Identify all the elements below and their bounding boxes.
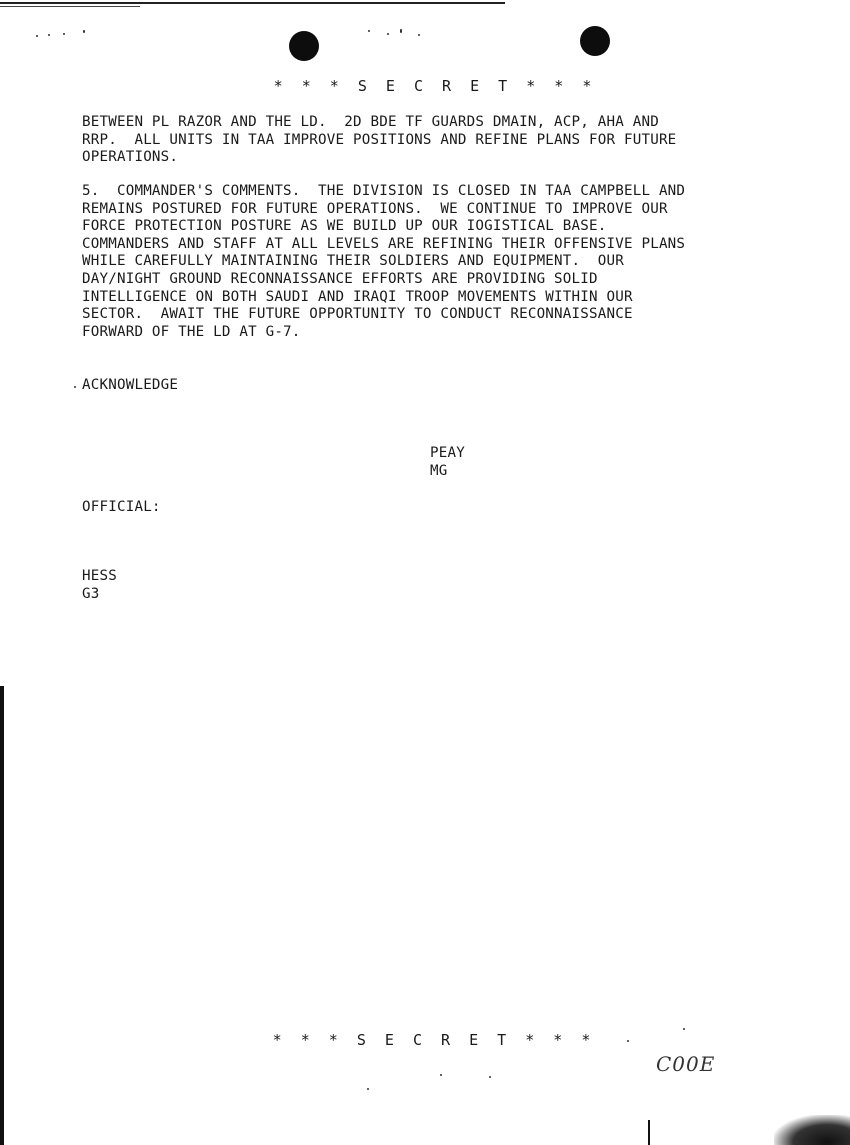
official-label: OFFICIAL: xyxy=(82,499,161,515)
authenticator-block xyxy=(82,568,822,603)
signatory-rank: MG xyxy=(430,462,448,479)
punch-hole-left xyxy=(289,31,319,61)
text-line: BETWEEN PL RAZOR AND THE LD. 2D BDE TF GUARDS DMAIN, ACP, AHA AND xyxy=(82,114,659,130)
authenticator-position: G3 xyxy=(82,585,100,602)
scan-speck xyxy=(63,33,65,35)
scan-speck xyxy=(36,35,38,37)
scan-speck xyxy=(400,29,402,33)
scan-speck xyxy=(418,34,420,36)
commanders-comments-paragraph xyxy=(82,183,822,341)
text-line: OPERATIONS. xyxy=(82,149,179,166)
paragraph-continuation xyxy=(82,114,822,167)
text-line: FORWARD OF THE LD AT G-7. xyxy=(82,323,301,340)
page-number-stamp: C00E xyxy=(656,1052,716,1076)
scan-speck xyxy=(74,386,76,388)
classification-footer: * * * S E C R E T * * * xyxy=(272,1031,596,1049)
text-line: SECTOR. AWAIT THE FUTURE OPPORTUNITY TO CONDUCT RECONNAISSANCE xyxy=(82,306,633,323)
scan-speck xyxy=(368,30,370,32)
scan-speck xyxy=(48,34,50,36)
text-line: FORCE PROTECTION POSTURE AS WE BUILD UP OUR IOGISTICAL BASE. xyxy=(82,218,607,235)
classification-header: * * * S E C R E T * * * xyxy=(273,77,597,95)
scan-speck xyxy=(683,1028,685,1030)
scan-speck xyxy=(387,33,389,35)
text-line: REMAINS POSTURED FOR FUTURE OPERATIONS. WE CONTINUE TO IMPROVE OUR xyxy=(82,200,668,217)
authenticator-name: HESS xyxy=(82,568,117,584)
text-line: WHILE CAREFULLY MAINTAINING THEIR SOLDIERS AND EQUIPMENT. OUR xyxy=(82,253,624,270)
scan-mark xyxy=(648,1120,650,1145)
text-line: INTELLIGENCE ON BOTH SAUDI AND IRAQI TROOP MOVEMENTS WITHIN OUR xyxy=(82,288,633,305)
text-line: 5. COMMANDER'S COMMENTS. THE DIVISION IS CLOSED IN TAA CAMPBELL AND xyxy=(82,183,686,199)
scan-speck xyxy=(440,1074,442,1076)
text-line: DAY/NIGHT GROUND RECONNAISSANCE EFFORTS ARE PROVIDING SOLID xyxy=(82,270,598,287)
scan-speck xyxy=(83,30,85,33)
signature-block xyxy=(430,445,630,480)
text-line: RRP. ALL UNITS IN TAA IMPROVE POSITIONS AND REFINE PLANS FOR FUTURE xyxy=(82,131,677,148)
scan-speck xyxy=(367,1088,369,1090)
scan-top-rule xyxy=(0,2,505,4)
text-line: COMMANDERS AND STAFF AT ALL LEVELS ARE REFINING THEIR OFFENSIVE PLANS xyxy=(82,235,686,252)
scan-blot xyxy=(774,1115,850,1145)
acknowledge-line: ACKNOWLEDGE xyxy=(82,377,179,393)
scan-top-rule-secondary xyxy=(0,6,140,7)
scan-left-edge xyxy=(0,686,4,1145)
signatory-name: PEAY xyxy=(430,445,465,461)
punch-hole-right xyxy=(580,26,610,56)
scan-speck xyxy=(489,1076,491,1078)
